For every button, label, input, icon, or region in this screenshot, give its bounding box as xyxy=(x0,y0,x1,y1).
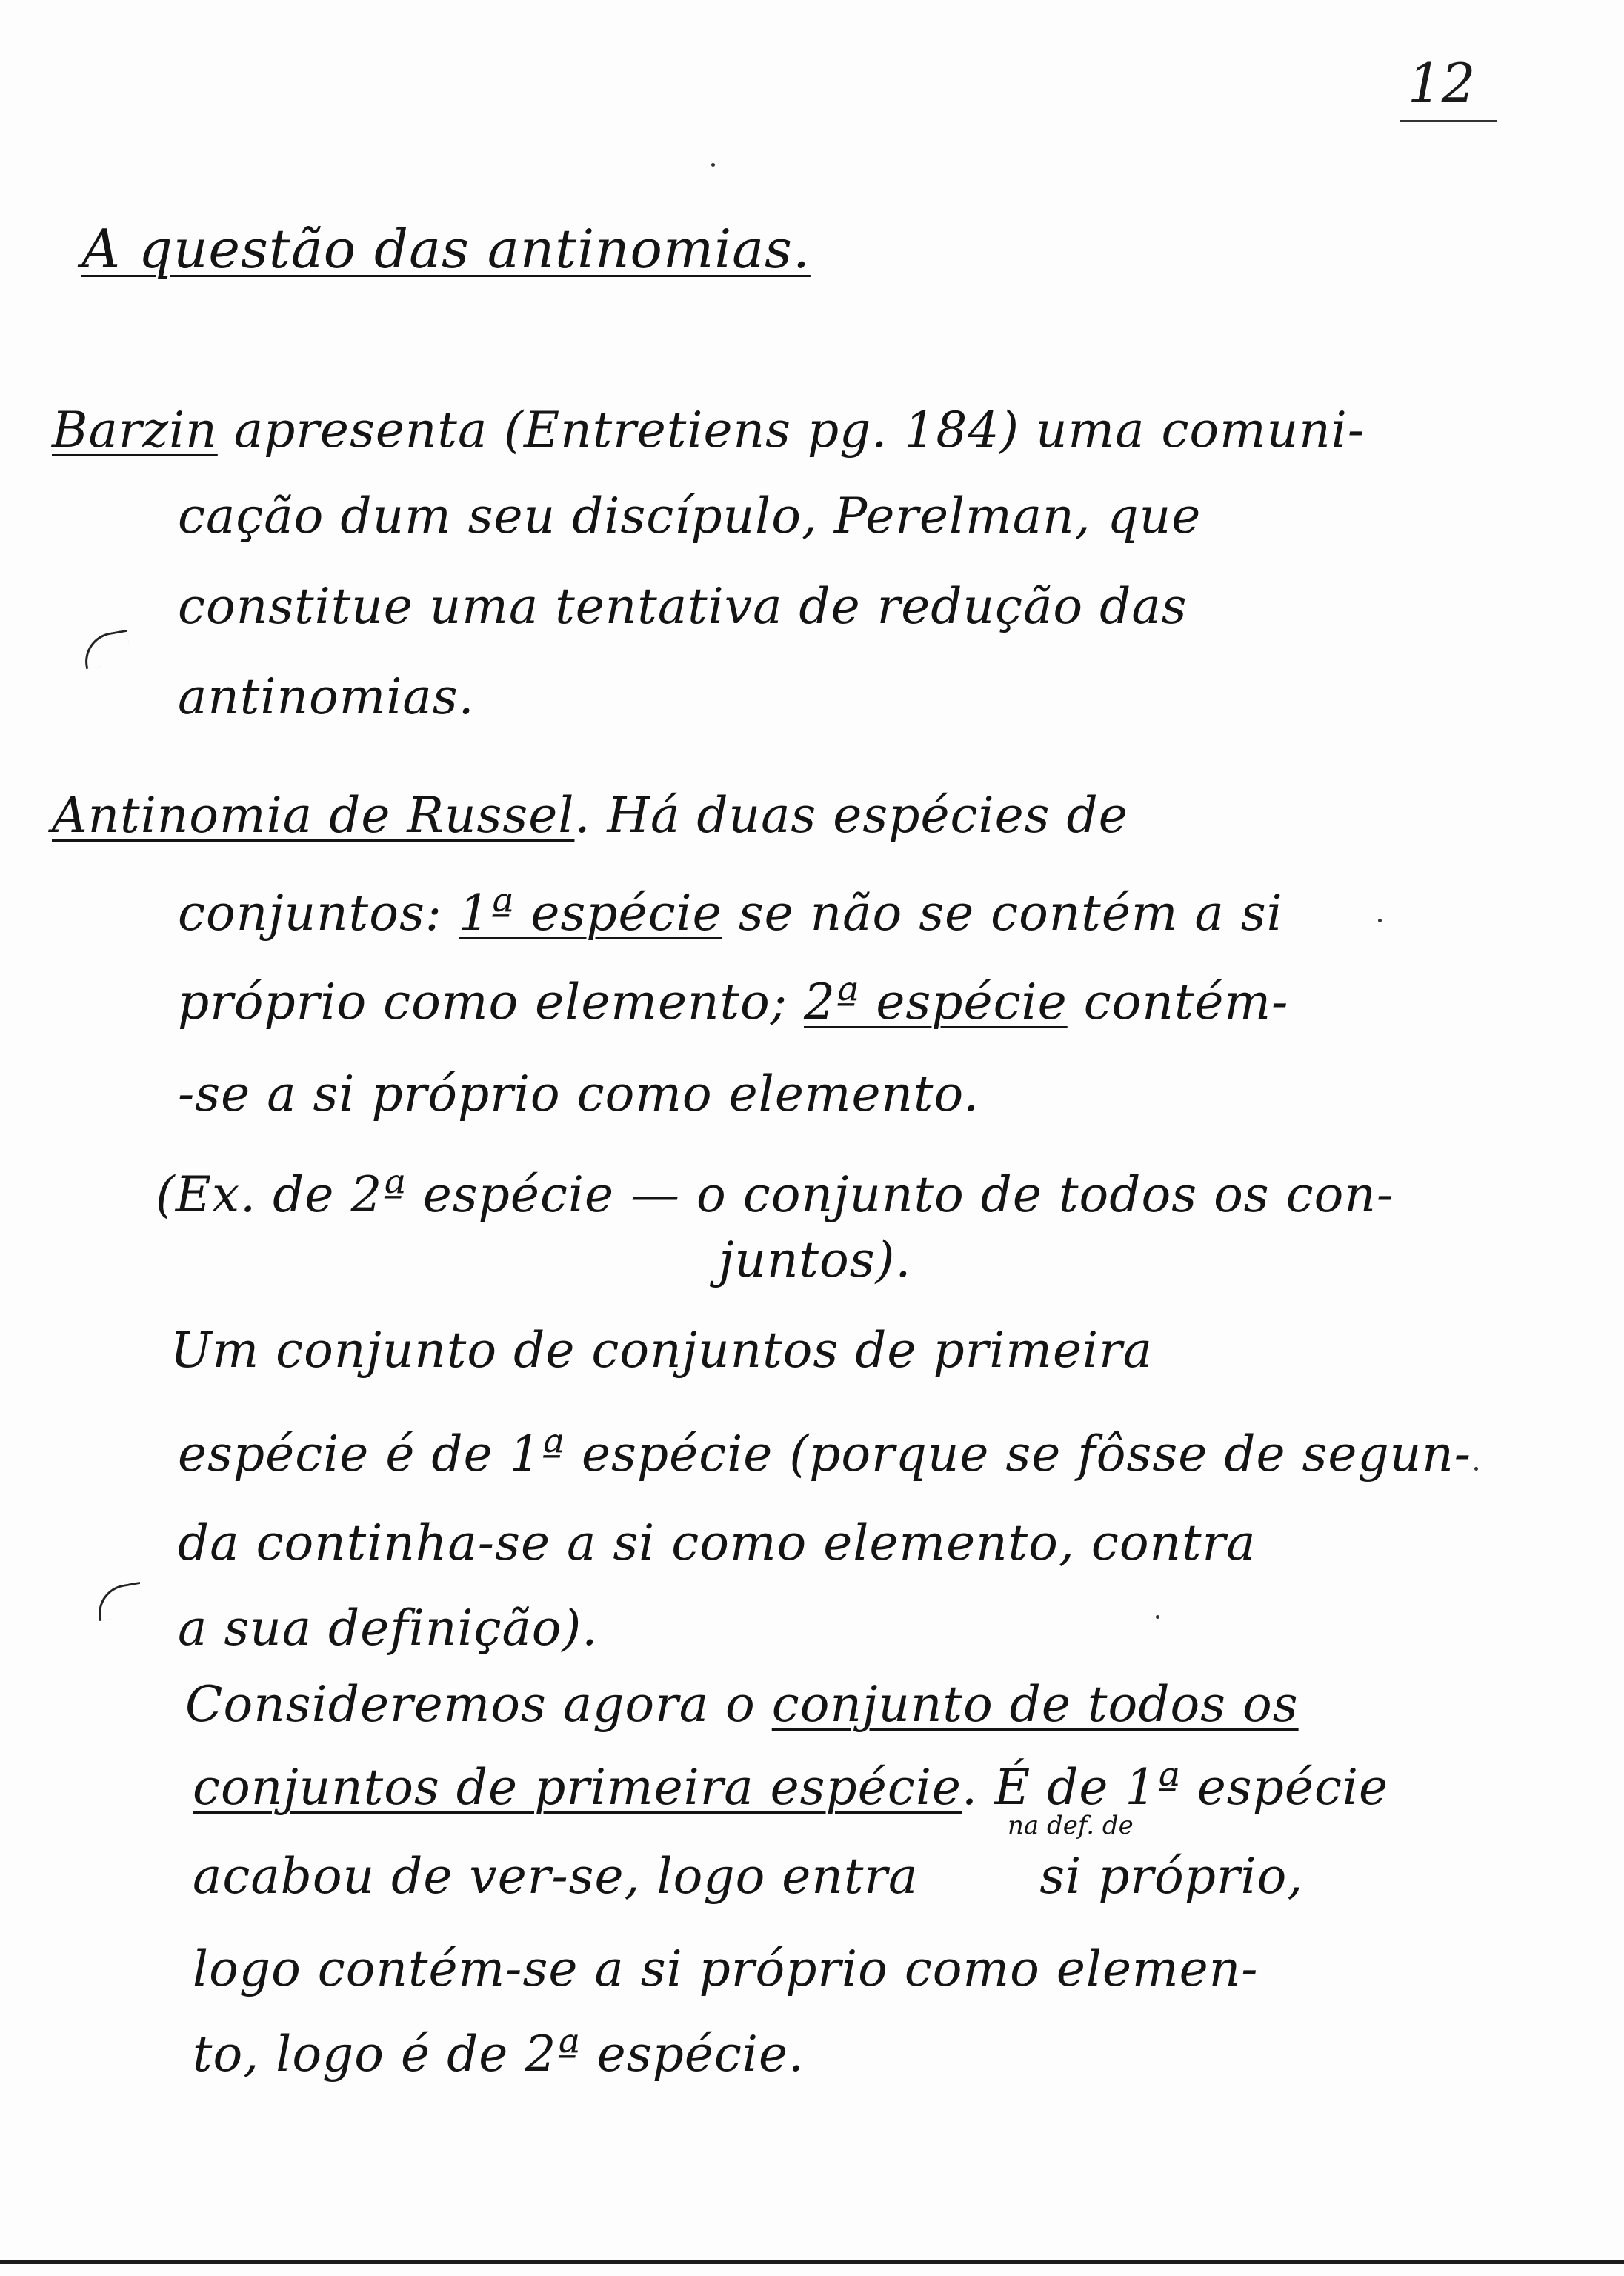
term-second-kind: 2ª espécie xyxy=(804,974,1068,1031)
heading-antinomia-russel: Antinomia de Russel xyxy=(52,787,575,844)
paragraph-2-line-4: -se a si próprio como elemento. xyxy=(178,1065,980,1122)
margin-mark xyxy=(81,630,133,669)
paragraph-1-line-1-text: apresenta (Entretiens pg. 184) uma comuni- xyxy=(217,402,1365,459)
margin-mark xyxy=(94,1582,146,1621)
paragraph-3-line-1: Um conjunto de conjuntos de primeira xyxy=(170,1322,1154,1379)
paragraph-2-line-2 xyxy=(178,885,1283,942)
paragraph-2-line-3-b: contém- xyxy=(1067,974,1289,1031)
page-title: A questão das antinomias. xyxy=(81,218,811,280)
paragraph-4-line-1 xyxy=(185,1676,1299,1733)
scan-edge xyxy=(0,2260,1624,2264)
author-barzin: Barzin xyxy=(52,402,218,459)
paragraph-1-line-2: cação dum seu discípulo, Perelman, que xyxy=(178,488,1202,545)
paragraph-2-line-6: juntos). xyxy=(719,1231,912,1288)
paragraph-2-line-2-a: conjuntos: xyxy=(178,885,459,942)
term-first-kind-sets: conjuntos de primeira espécie xyxy=(193,1759,962,1816)
paragraph-2-line-2-b: se não se contém a si xyxy=(722,885,1283,942)
paragraph-2-line-1-text: . Há duas espécies de xyxy=(574,787,1128,844)
paragraph-2-line-3 xyxy=(178,974,1289,1031)
paragraph-1-line-1 xyxy=(52,402,1365,459)
paragraph-2-line-3-a: próprio como elemento; xyxy=(178,974,805,1031)
paragraph-1-line-4: antinomias. xyxy=(178,668,475,725)
paragraph-4-line-1-a: Consideremos agora o xyxy=(185,1676,772,1733)
paper-speck xyxy=(1378,919,1382,922)
paper-speck xyxy=(711,163,715,167)
paragraph-1-line-3: constitue uma tentativa de redução das xyxy=(178,578,1188,635)
page-number: 12 xyxy=(1408,52,1476,114)
paragraph-4-line-2 xyxy=(193,1759,1389,1816)
paragraph-4-line-5: to, logo é de 2ª espécie. xyxy=(193,2026,805,2083)
paper-speck xyxy=(1156,1615,1159,1619)
paragraph-4-line-3-b: si próprio, xyxy=(1023,1848,1304,1905)
paragraph-4-line-3-a: acabou de ver-se, logo entra xyxy=(193,1848,935,1905)
paragraph-3-line-3: da continha-se a si como elemento, contra xyxy=(178,1514,1257,1571)
interlinear-insertion: na def. de xyxy=(1008,1811,1134,1840)
paragraph-2-line-5: (Ex. de 2ª espécie — o conjunto de todos os con- xyxy=(156,1166,1394,1223)
paragraph-2-line-1 xyxy=(52,787,1128,844)
paragraph-3-line-2: espécie é de 1ª espécie (porque se fôsse de segun- xyxy=(178,1425,1472,1483)
page-number-underline xyxy=(1400,120,1497,122)
paragraph-3-line-4: a sua definição). xyxy=(178,1600,599,1657)
paragraph-4-line-4: logo contém-se a si próprio como elemen- xyxy=(193,1940,1259,1997)
paper-speck xyxy=(1474,1467,1478,1471)
paragraph-4-line-2-b: . É de 1ª espécie xyxy=(961,1759,1389,1816)
term-first-kind: 1ª espécie xyxy=(459,885,722,942)
term-set-of-all-sets: conjunto de todos os xyxy=(771,1676,1299,1733)
paragraph-4-line-3 xyxy=(193,1848,1304,1905)
